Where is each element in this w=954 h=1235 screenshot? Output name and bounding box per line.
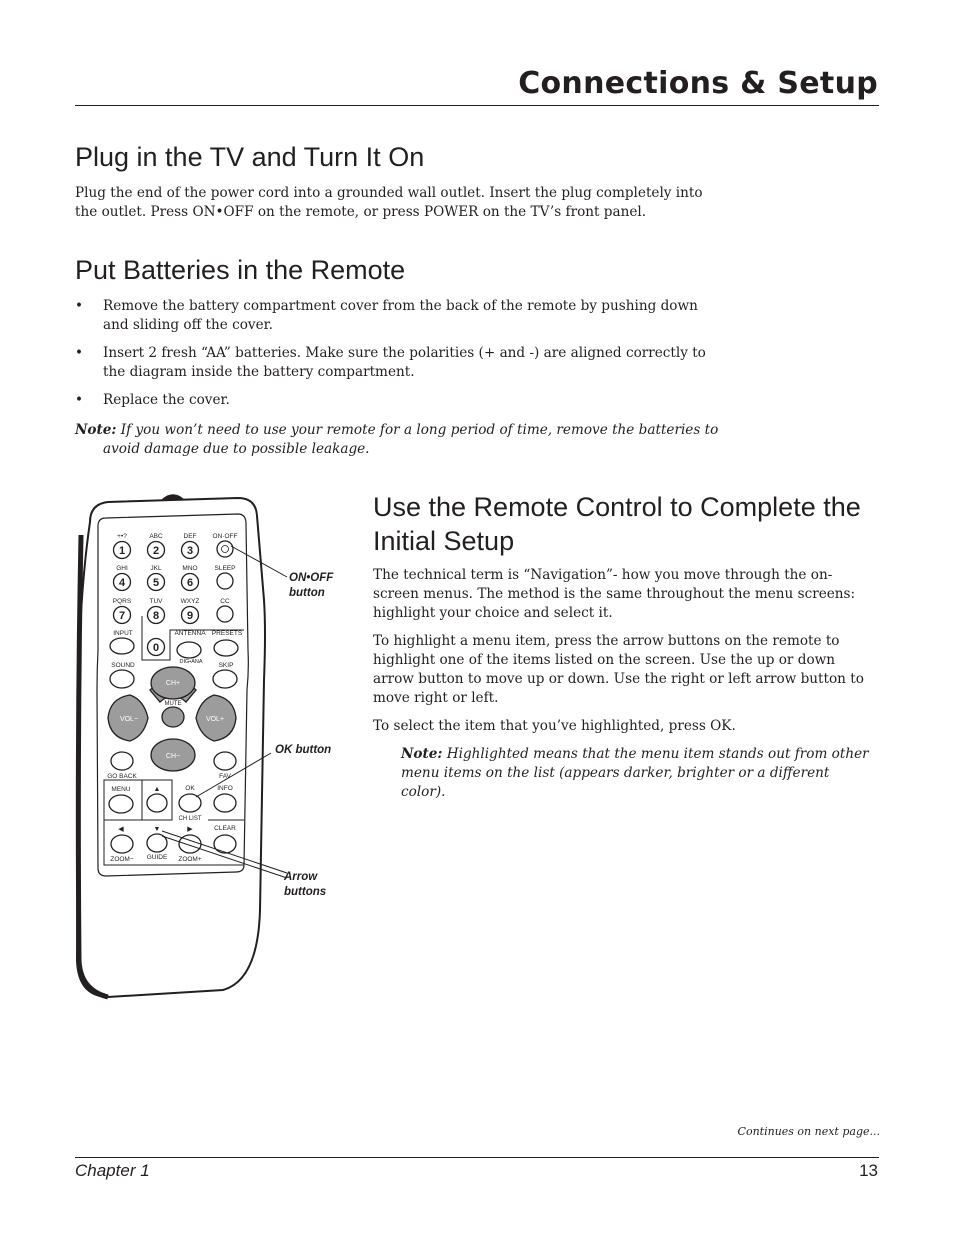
remote-paragraph: To select the item that you’ve highlighted, press OK. bbox=[373, 718, 736, 734]
list-item bbox=[75, 344, 715, 382]
continues-note: Continues on next page... bbox=[737, 1125, 880, 1138]
callout-line: Arrow bbox=[284, 871, 318, 883]
skip-label: SKIP bbox=[218, 662, 234, 669]
digit-letters: WXYZ bbox=[180, 598, 200, 605]
ok-label: OK bbox=[185, 785, 195, 792]
vol-up-label: VOL+ bbox=[205, 716, 225, 723]
digit-button-0[interactable] bbox=[148, 639, 165, 656]
arrow-up-icon: ▲ bbox=[153, 786, 161, 793]
mute-label: MUTE bbox=[164, 701, 182, 707]
zoom-plus-label: ZOOM+ bbox=[178, 856, 202, 863]
digit-letters: ABC bbox=[149, 533, 163, 540]
remote-note bbox=[401, 745, 878, 802]
antenna-label: ANTENNA bbox=[174, 630, 206, 637]
list-item bbox=[75, 391, 715, 410]
clear-label: CLEAR bbox=[214, 825, 236, 832]
arrow-down-icon: ▼ bbox=[153, 826, 161, 833]
remote-section-body bbox=[373, 566, 878, 811]
callout-ok: OK button bbox=[275, 744, 332, 756]
digit-number: 6 bbox=[186, 577, 194, 589]
list-item-text: Replace the cover. bbox=[103, 392, 230, 408]
callout-onoff bbox=[289, 571, 333, 601]
digit-letters: TUV bbox=[149, 598, 163, 605]
ch-down-label: CH− bbox=[165, 753, 181, 760]
digit-button-9[interactable] bbox=[181, 598, 200, 624]
arrow-up-button[interactable] bbox=[147, 794, 167, 812]
digit-button-6[interactable] bbox=[182, 565, 199, 591]
on-off-label: ON·OFF bbox=[212, 533, 238, 540]
batteries-list bbox=[75, 297, 715, 419]
fav-label: FAV bbox=[219, 773, 231, 780]
info-button[interactable] bbox=[214, 794, 236, 812]
digit-number: 7 bbox=[118, 610, 126, 622]
header-rule bbox=[75, 105, 879, 106]
callout-line: buttons bbox=[284, 886, 327, 898]
footer-rule bbox=[75, 1157, 879, 1158]
note-text: Highlighted means that the menu item stands out from other menu items on the list (appears darker, brighter or a different color). bbox=[401, 746, 869, 800]
bullet: • bbox=[75, 298, 84, 314]
digit-number: 5 bbox=[152, 577, 160, 589]
info-label: INFO bbox=[217, 785, 233, 792]
guide-label: GUIDE bbox=[146, 854, 168, 861]
dig-ana-label: DIG•ANA bbox=[179, 659, 203, 665]
go-back-label: GO BACK bbox=[107, 773, 137, 780]
ok-button[interactable] bbox=[179, 794, 201, 812]
callout-line: ON•OFF bbox=[289, 572, 334, 584]
plug-paragraph: Plug the end of the power cord into a grounded wall outlet. Insert the plug completely into the outlet. Press ON•OFF on the remote, or press POWER on the TV’s front panel. bbox=[75, 185, 703, 220]
skip-button[interactable] bbox=[213, 670, 237, 688]
menu-button[interactable] bbox=[109, 795, 133, 813]
cc-button[interactable] bbox=[217, 606, 233, 622]
digit-number: 4 bbox=[118, 577, 126, 589]
digit-button-8[interactable] bbox=[148, 598, 165, 624]
cc-label: CC bbox=[220, 598, 230, 605]
arrow-left-icon: ◀ bbox=[118, 826, 124, 833]
digit-button-3[interactable] bbox=[182, 533, 199, 559]
list-item-text: Remove the battery compartment cover from the back of the remote by pushing down and sliding off the cover. bbox=[103, 298, 698, 333]
callout-line: button bbox=[289, 587, 325, 599]
digit-button-7[interactable] bbox=[113, 598, 132, 624]
batteries-note bbox=[75, 421, 743, 459]
digit-number: 3 bbox=[186, 545, 194, 557]
note-label: Note: bbox=[75, 422, 117, 438]
section-title-remote: Use the Remote Control to Complete the Initial Setup bbox=[373, 492, 861, 556]
presets-button[interactable] bbox=[214, 640, 238, 656]
digit-number: 1 bbox=[118, 545, 126, 557]
digit-number: 0 bbox=[152, 642, 160, 654]
digit-letters: PQRS bbox=[112, 598, 132, 605]
zoom-minus-label: ZOOM− bbox=[110, 856, 134, 863]
presets-label: PRESETS bbox=[211, 630, 243, 637]
digit-letters: DEF bbox=[183, 533, 197, 540]
sound-button[interactable] bbox=[110, 670, 134, 688]
ch-list-label: CH LIST bbox=[178, 816, 202, 822]
bullet: • bbox=[75, 345, 84, 361]
menu-label: MENU bbox=[111, 786, 131, 793]
digit-number: 2 bbox=[152, 545, 160, 557]
fav-button[interactable] bbox=[214, 752, 236, 770]
digit-letters: MNO bbox=[182, 565, 198, 572]
sleep-button[interactable] bbox=[217, 573, 233, 589]
page-number: 13 bbox=[859, 1161, 878, 1180]
callout-arrow bbox=[284, 870, 326, 900]
clear-button[interactable] bbox=[214, 835, 236, 853]
antenna-button[interactable] bbox=[177, 642, 201, 658]
digit-letters: GHI bbox=[116, 565, 128, 572]
page-header-title: Connections & Setup bbox=[518, 66, 878, 101]
sound-label: SOUND bbox=[111, 662, 135, 669]
input-label: INPUT bbox=[113, 630, 133, 637]
digit-number: 9 bbox=[186, 610, 194, 622]
sleep-label: SLEEP bbox=[214, 565, 236, 572]
digit-letters: JKL bbox=[150, 565, 162, 572]
input-button[interactable] bbox=[110, 638, 134, 654]
remote-paragraph: To highlight a menu item, press the arrow buttons on the remote to highlight one of the items listed on the screen. Use the up or down arrow button to move up or down. Use the right or left arrow button to move right or left. bbox=[373, 633, 864, 706]
go-back-button[interactable] bbox=[111, 752, 133, 770]
digit-letters: +•? bbox=[117, 533, 127, 540]
arrow-left-button[interactable] bbox=[111, 835, 133, 853]
digit-button-2[interactable] bbox=[148, 533, 165, 559]
vol-down-label: VOL− bbox=[119, 716, 139, 723]
note-label: Note: bbox=[401, 746, 443, 762]
section-title-batteries: Put Batteries in the Remote bbox=[75, 255, 406, 285]
list-item bbox=[75, 297, 715, 335]
remote-paragraph: The technical term is “Navigation”- how you move through the on-screen menus. The method is the same throughout the menu screens: highlight your choice and select it. bbox=[373, 567, 856, 621]
list-item-text: Insert 2 fresh “AA” batteries. Make sure the polarities (+ and -) are aligned correctly to the diagram inside the battery compartment. bbox=[103, 345, 706, 380]
arrow-right-icon: ▶ bbox=[187, 826, 193, 833]
mute-button[interactable] bbox=[162, 707, 184, 727]
bullet: • bbox=[75, 392, 84, 408]
chapter-label: Chapter 1 bbox=[75, 1161, 150, 1180]
note-text: If you won’t need to use your remote for a long period of time, remove the batteries to avoid damage due to possible leakage. bbox=[103, 422, 719, 457]
digit-number: 8 bbox=[152, 610, 160, 622]
ch-up-label: CH+ bbox=[165, 680, 181, 687]
section-title-plug: Plug in the TV and Turn It On bbox=[75, 142, 425, 172]
on-off-button[interactable] bbox=[217, 541, 233, 557]
